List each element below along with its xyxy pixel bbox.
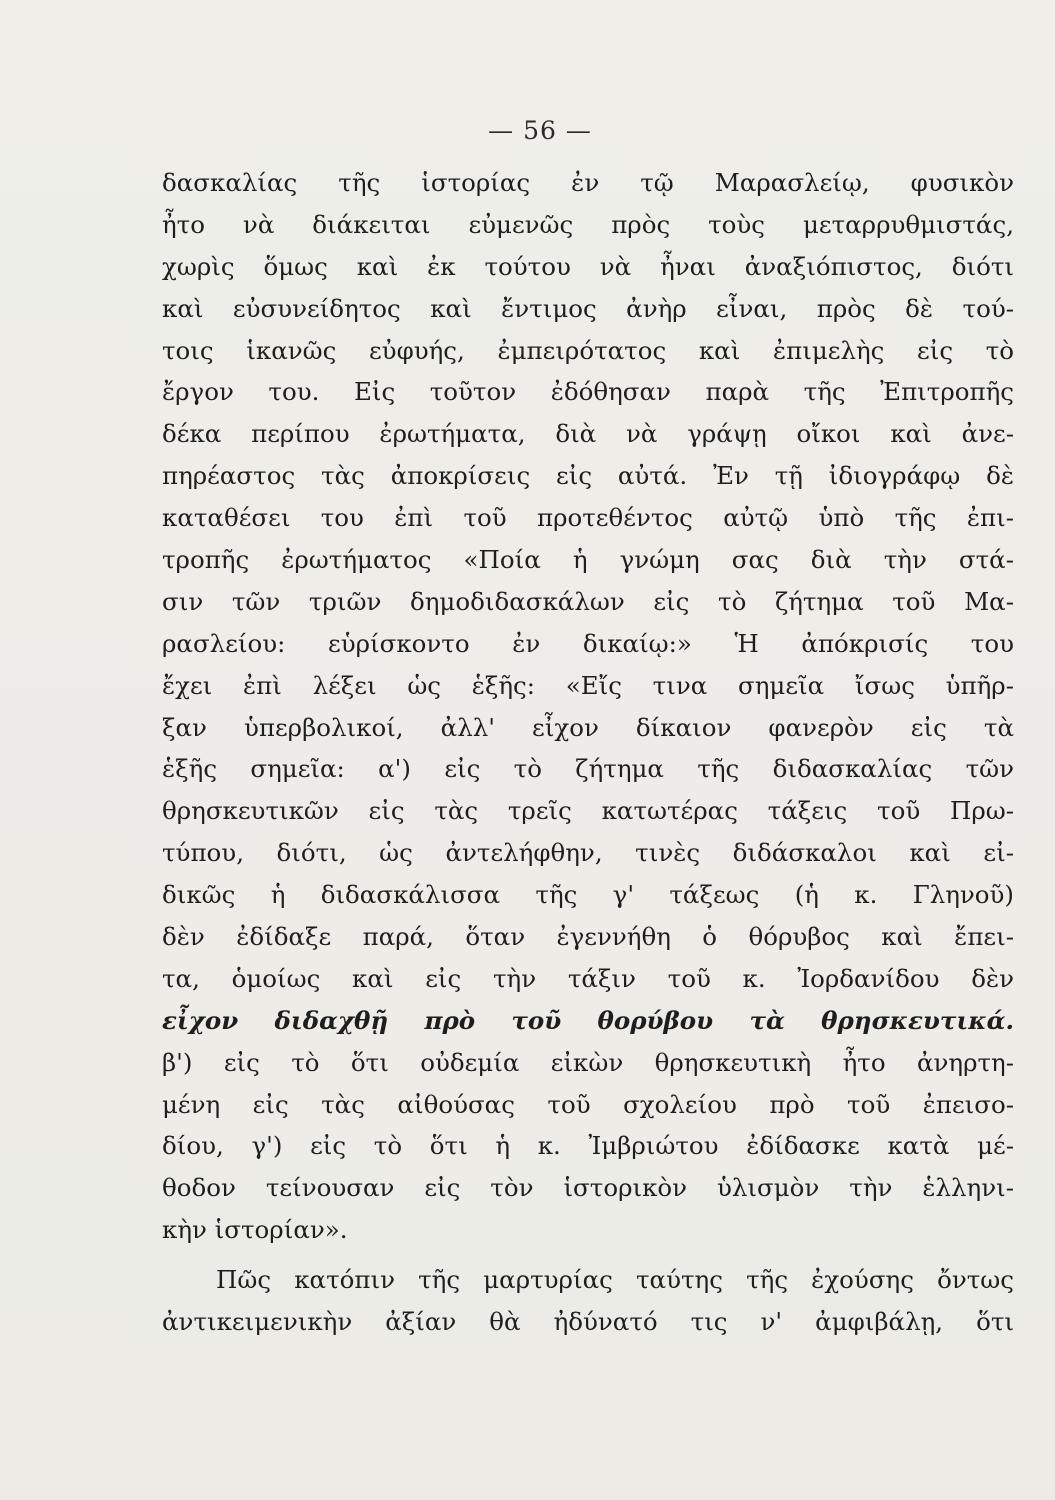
text-line: κὴν ἱστορίαν».: [162, 1215, 348, 1245]
text-line: ξαν ὑπερβολικοί, ἀλλ' εἶχον δίκαιον φανερὸν εἰς τὰ: [162, 712, 1014, 742]
text-line: ἔχει ἐπὶ λέξει ὡς ἑξῆς: «Εἴς τινα σημεῖα ἴσως ὑπῆρ-: [162, 670, 1014, 700]
text-line: β') εἰς τὸ ὅτι οὐδεμία εἰκὼν θρησκευτικὴ ἦτο ἀνηρτη-: [162, 1047, 1014, 1077]
text-line: ἦτο νὰ διάκειται εὐμενῶς πρὸς τοὺς μεταρρυθμιστάς,: [162, 209, 1014, 239]
body-text: [162, 162, 1014, 1343]
text-line: ρασλείου: εὑρίσκοντο ἐν δικαίῳ:» Ἡ ἀπόκρισίς του: [162, 628, 1014, 658]
text-line: δασκαλίας τῆς ἱστορίας ἐν τῷ Μαρασλείῳ, φυσικὸν: [162, 168, 1014, 197]
text-line: τα, ὁμοίως καὶ εἰς τὴν τάξιν τοῦ κ. Ἰορδανίδου δὲν: [162, 963, 1014, 993]
text-line: σιν τῶν τριῶν δημοδιδασκάλων εἰς τὸ ζήτημα τοῦ Μα-: [162, 586, 1014, 616]
text-line: τοις ἱκανῶς εὐφυής, ἐμπειρότατος καὶ ἐπιμελὴς εἰς τὸ: [162, 335, 1014, 365]
text-line: ἔργον του. Εἰς τοῦτον ἐδόθησαν παρὰ τῆς Ἐπιτροπῆς: [162, 377, 1014, 407]
text-line: θρησκευτικῶν εἰς τὰς τρεῖς κατωτέρας τάξεις τοῦ Πρω-: [162, 796, 1014, 826]
paragraph-1: [162, 162, 1014, 1251]
text-line: χωρὶς ὅμως καὶ ἐκ τούτου νὰ ἦναι ἀναξιόπιστος, διότι: [162, 251, 1014, 281]
text-line: θοδον τείνουσαν εἰς τὸν ἱστορικὸν ὑλισμὸν τὴν ἑλληνι-: [162, 1173, 1014, 1203]
text-line: ἑξῆς σημεῖα: α') εἰς τὸ ζήτημα τῆς διδασκαλίας τῶν: [162, 754, 1014, 784]
text-line: τροπῆς ἐρωτήματος «Ποία ἡ γνώμη σας διὰ τὴν στά-: [162, 545, 1014, 575]
text-line: τύπου, διότι, ὡς ἀντελήφθην, τινὲς διδάσκαλοι καὶ εἰ-: [162, 838, 1014, 868]
text-line: δίου, γ') εἰς τὸ ὅτι ἡ κ. Ἰμβριώτου ἐδίδασκε κατὰ μέ-: [162, 1131, 1014, 1161]
text-line: ἀντικειμενικὴν ἀξίαν θὰ ἠδύνατό τις ν' ἀμφιβάλῃ, ὅτι: [162, 1307, 1014, 1337]
text-line: Πῶς κατόπιν τῆς μαρτυρίας ταύτης τῆς ἐχούσης ὄντως: [216, 1265, 1014, 1295]
bold-text-line: εἶχον διδαχθῇ πρὸ τοῦ θορύβου τὰ θρησκευτικά.: [162, 1005, 1014, 1035]
text-line: δικῶς ἡ διδασκάλισσα τῆς γ' τάξεως (ἡ κ. Γληνοῦ): [162, 880, 1014, 910]
page-number: — 56 —: [488, 116, 592, 145]
text-line: πηρέαστος τὰς ἀποκρίσεις εἰς αὐτά. Ἐν τῇ ἰδιογράφῳ δὲ: [162, 461, 1014, 491]
text-line: καταθέσει του ἐπὶ τοῦ προτεθέντος αὐτῷ ὑπὸ τῆς ἐπι-: [162, 503, 1014, 533]
text-line: δὲν ἐδίδαξε παρά, ὅταν ἐγεννήθη ὁ θόρυβος καὶ ἔπει-: [162, 922, 1014, 952]
text-line: δέκα περίπου ἐρωτήματα, διὰ νὰ γράψῃ οἴκοι καὶ ἀνε-: [162, 419, 1014, 449]
paragraph-2: [162, 1259, 1014, 1343]
text-line: μένη εἰς τὰς αἰθούσας τοῦ σχολείου πρὸ τοῦ ἐπεισο-: [162, 1089, 1014, 1119]
text-line: καὶ εὐσυνείδητος καὶ ἔντιμος ἀνὴρ εἶναι, πρὸς δὲ τού-: [162, 293, 1014, 323]
